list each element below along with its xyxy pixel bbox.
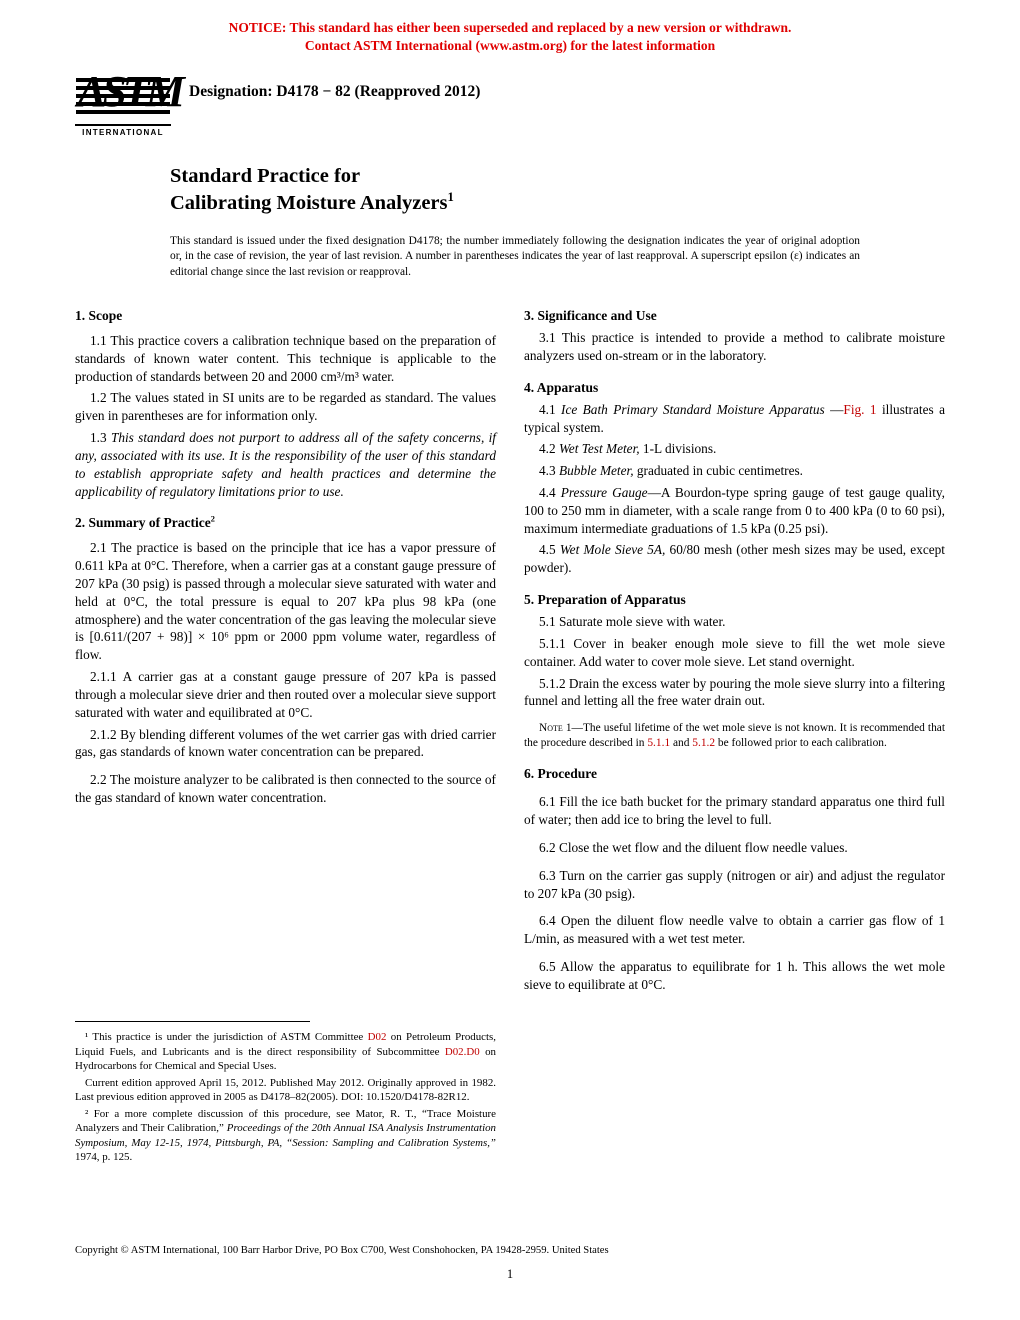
footnote-edition: Current edition approved April 15, 2012. Published May 2012. Originally approved in 1982. Last previous edition approved in 2005 as D4178–82(2005). DOI: 10.1520/D4178-82R12. bbox=[75, 1076, 496, 1104]
paragraph-5-1-1: 5.1.1 Cover in beaker enough mole sieve to fill the wet mole sieve container. Add water to cover mole sieve. Let stand overnight. bbox=[524, 635, 945, 669]
apparatus-term: Ice Bath Primary Standard Moisture Apparatus bbox=[561, 401, 825, 417]
paragraph-6-4: 6.4 Open the diluent flow needle valve to obtain a carrier gas flow of 1 L/min, as measured with a wet test meter. bbox=[524, 913, 945, 947]
section-heading-significance: 3. Significance and Use bbox=[524, 307, 657, 323]
astm-logo-international: INTERNATIONAL bbox=[75, 124, 171, 137]
paragraph-6-1: 6.1 Fill the ice bath bucket for the primary standard apparatus one third full of water; then add ice to bring the level to full. bbox=[524, 794, 945, 828]
section-heading-text: 2. Summary of Practice bbox=[75, 515, 211, 531]
paragraph-2-1-2: 2.1.2 By blending different volumes of the wet carrier gas with dried carrier gas, gas standards of known water concentration can be prepared. bbox=[75, 726, 496, 760]
footnote-2-text: 1974, p. 125. bbox=[75, 1151, 133, 1164]
paragraph-5-1-2: 5.1.2 Drain the excess water by pouring the mole sieve slurry into a filtering funnel and letting all the free water drain out. bbox=[524, 675, 945, 709]
astm-logo bbox=[75, 67, 181, 138]
section-heading-procedure: 6. Procedure bbox=[524, 766, 597, 782]
footnote-2-text: ² For a more complete discussion of this procedure, see Mator, R. T., “Trace Moisture Analyzers and Their Calibration,” bbox=[75, 1107, 496, 1135]
paragraph-6-5: 6.5 Allow the apparatus to equilibrate for 1 h. This allows the wet mole sieve to equilibrate at 0°C. bbox=[524, 959, 945, 992]
paragraph-text: graduated in cubic centimetres. bbox=[633, 463, 804, 479]
footnote-rule bbox=[75, 1021, 310, 1022]
paragraph-text: illustrates a typical system. bbox=[524, 401, 945, 435]
dash: — bbox=[824, 401, 844, 417]
astm-logo-mark bbox=[75, 67, 181, 121]
apparatus-term: Wet Test Meter, bbox=[558, 441, 640, 457]
footnote-1 bbox=[75, 1030, 496, 1074]
paragraph-1-1: 1.1 This practice covers a calibration technique based on the preparation of standards of known water content. This technique is applicable to the production of standards between 20 and 2000 cm³/m³ water. bbox=[75, 333, 496, 384]
safety-disclaimer: This standard does not purport to address all of the safety concerns, if any, associated with its use. It is the responsibility of the user of this standard to establish appropriate safety and health practices and determine the applicability of regulatory limitations prior to use. bbox=[75, 430, 496, 499]
subcommittee-d02d0-link[interactable]: D02.D0 bbox=[444, 1045, 480, 1058]
footnote-1-text: on Petroleum Products, Liquid Fuels, and Lubricants and is the direct responsibility of Subcommittee bbox=[75, 1031, 496, 1058]
footnotes-block bbox=[75, 1021, 496, 1167]
left-column bbox=[75, 307, 496, 1167]
apparatus-term: Wet Mole Sieve 5A, bbox=[559, 542, 666, 558]
section-heading-summary bbox=[75, 514, 496, 532]
apparatus-term: Pressure Gauge bbox=[560, 484, 648, 500]
note-text: be followed prior to each calibration. bbox=[715, 737, 887, 750]
footnote-1-text: on Hydrocarbons for Chemical and Special Uses. bbox=[75, 1045, 496, 1073]
section-heading-scope: 1. Scope bbox=[75, 307, 123, 323]
section-heading-preparation: 5. Preparation of Apparatus bbox=[524, 592, 686, 608]
paragraph-text: 1-L divisions. bbox=[639, 441, 717, 457]
paragraph-4-3 bbox=[524, 462, 945, 480]
paragraph-2-1-1: 2.1.1 A carrier gas at a constant gauge pressure of 207 kPa is passed through a molecular sieve drier and then routed over a molecular sieve support saturated with water and equilibrated at 0°C. bbox=[75, 669, 496, 720]
paragraph-number: 4.5 bbox=[539, 542, 560, 558]
right-column bbox=[524, 307, 945, 1167]
copyright-footer: Copyright © ASTM International, 100 Barr Harbor Drive, PO Box C700, West Conshohocken, PA 19428-2959. United States bbox=[75, 1245, 609, 1256]
paragraph-6-2: 6.2 Close the wet flow and the diluent flow needle values. bbox=[539, 839, 848, 855]
ref-5-1-2-link[interactable]: 5.1.2 bbox=[692, 737, 716, 750]
paragraph-number: 4.1 bbox=[539, 401, 562, 417]
astm-logo-text: ASTM bbox=[77, 67, 181, 117]
apparatus-term: Bubble Meter, bbox=[558, 463, 634, 479]
paragraph-1-2: 1.2 The values stated in SI units are to be regarded as standard. The values given in parentheses are for information only. bbox=[75, 390, 496, 424]
note-1 bbox=[524, 721, 945, 751]
section-heading-apparatus: 4. Apparatus bbox=[524, 379, 599, 395]
paragraph-number: 4.2 bbox=[539, 441, 559, 457]
paragraph-2-1: 2.1 The practice is based on the principle that ice has a vapor pressure of 0.611 kPa at 0°C. Therefore, when a carrier gas at a constant gauge pressure of 207 kPa (30 psig) is passed through a molecular sieve saturated with water and held at 0°C, the total pressure is equal to 207 kPa plus 98 kPa (one atmosphere) and the water concentration of the gas leaving the molecular sieve is [0.611/(207 + 98)] × 10⁶ ppm or 2000 ppm volume water, regardless of flow. bbox=[75, 540, 496, 663]
paragraph-5-1: 5.1 Saturate mole sieve with water. bbox=[539, 614, 726, 630]
footnote-ref-2: 2 bbox=[210, 514, 215, 524]
body-columns bbox=[75, 307, 945, 1167]
paragraph-number: 4.4 bbox=[539, 484, 561, 500]
paragraph-6-3: 6.3 Turn on the carrier gas supply (nitrogen or air) and adjust the regulator to 207 kPa (30 psig). bbox=[524, 867, 945, 901]
notice-line-2: Contact ASTM International (www.astm.org) for the latest information bbox=[304, 38, 716, 54]
paragraph-text: 60/80 mesh (other mesh sizes may be used, except powder). bbox=[524, 542, 945, 576]
title-block bbox=[170, 163, 925, 280]
paragraph-text: —A Bourdon-type spring gauge of test gauge quality, 100 to 250 mm in diameter, with a scale range from 0 to 400 kPa (0 to 60 psi), maximum intermediate graduations of 1.5 kPa (0.25 psi). bbox=[524, 484, 946, 536]
paragraph-4-5 bbox=[524, 541, 945, 577]
paragraph-3-1: 3.1 This practice is intended to provide a method to calibrate moisture analyzers used on-stream or in the laboratory. bbox=[524, 330, 945, 363]
footnote-2 bbox=[75, 1107, 496, 1165]
note-text: and bbox=[670, 737, 693, 750]
page-title bbox=[170, 163, 925, 216]
note-label: Note 1— bbox=[539, 722, 583, 735]
fig-1-link[interactable]: Fig. 1 bbox=[843, 401, 877, 417]
document-header bbox=[75, 67, 945, 138]
paragraph-2-2: 2.2 The moisture analyzer to be calibrated is then connected to the source of the gas standard of known water concentration. bbox=[75, 772, 496, 805]
footnote-1-text: ¹ This practice is under the jurisdiction of ASTM Committee bbox=[85, 1031, 368, 1044]
title-footnote-ref: 1 bbox=[447, 190, 454, 205]
issued-note: This standard is issued under the fixed designation D4178; the number immediately following the designation indicates the year of original adoption or, in the case of revision, the year of last revision. A number in parentheses indicates the year of last reapproval. A superscript epsilon (ε) indicates an editorial change since the last revision or reapproval. bbox=[170, 234, 860, 279]
designation: Designation: D4178 − 82 (Reapproved 2012) bbox=[189, 83, 481, 101]
ref-5-1-1-link[interactable]: 5.1.1 bbox=[647, 737, 671, 750]
supersession-notice bbox=[0, 0, 1020, 55]
paragraph-1-3 bbox=[75, 429, 496, 500]
page-number: 1 bbox=[506, 1267, 514, 1281]
footnote-2-proceedings: Proceedings of the 20th Annual ISA Analysis Instrumentation Symposium, May 12-15, 1974, Pittsburgh, PA, “Session: Sampling and Calibration Systems,” bbox=[75, 1122, 496, 1149]
paragraph-4-4 bbox=[524, 484, 945, 537]
title-line-1: Standard Practice for bbox=[170, 165, 361, 188]
paragraph-number: 1.3 bbox=[90, 430, 111, 446]
committee-d02-link[interactable]: D02 bbox=[367, 1031, 387, 1044]
paragraph-4-1 bbox=[524, 401, 945, 437]
notice-line-1: NOTICE: This standard has either been superseded and replaced by a new version or withdrawn. bbox=[228, 20, 792, 35]
note-text: The useful lifetime of the wet mole sieve is not known. It is recommended that the procedure described in bbox=[524, 722, 945, 750]
paragraph-number: 4.3 bbox=[539, 463, 559, 479]
paragraph-4-2 bbox=[524, 440, 945, 458]
title-line-2: Calibrating Moisture Analyzers bbox=[170, 192, 448, 215]
